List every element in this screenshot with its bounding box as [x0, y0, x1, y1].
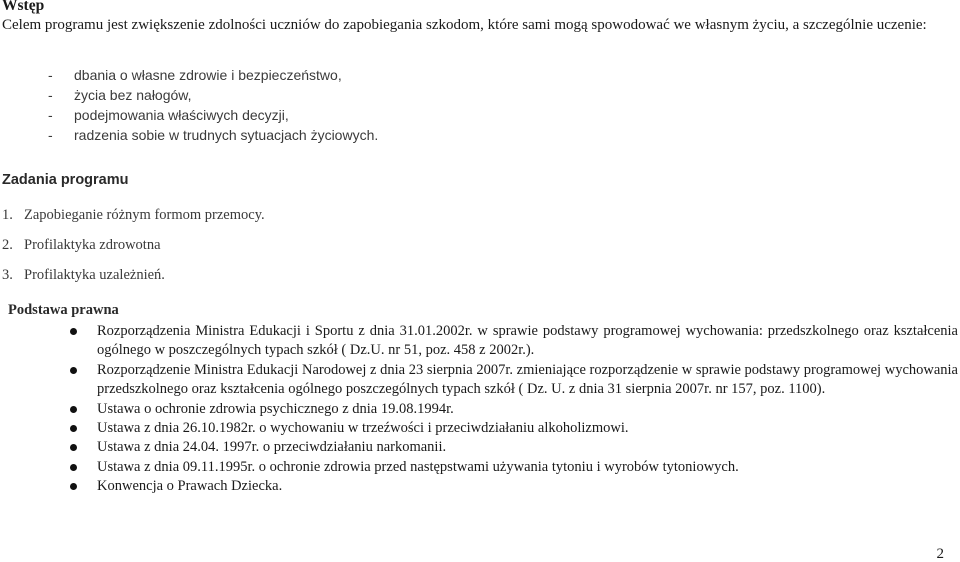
list-item: Ustawa z dnia 24.04. 1997r. o przeciwdziałaniu narkomanii.: [70, 438, 958, 457]
item-number: 2.: [2, 237, 13, 253]
dash-marker: -: [48, 87, 53, 103]
bullet-icon: [70, 483, 77, 490]
bullet-icon: [70, 328, 77, 335]
bullet-icon: [70, 444, 77, 451]
dash-marker: -: [48, 127, 53, 143]
list-item: Ustawa z dnia 09.11.1995r. o ochronie zdrowia przed następstwami używania tytoniu i wyrobów tytoniowych.: [70, 458, 958, 477]
section-heading-tasks: Zadania programu: [2, 172, 129, 188]
list-item: Ustawa o ochronie zdrowia psychicznego z dnia 19.08.1994r.: [70, 400, 958, 419]
item-text: Profilaktyka uzależnień.: [24, 267, 165, 283]
bullet-icon: [70, 406, 77, 413]
item-text: Zapobieganie różnym formom przemocy.: [24, 207, 265, 223]
dash-marker: -: [48, 67, 53, 83]
item-number: 3.: [2, 267, 13, 283]
list-item: - życia bez nałogów,: [48, 87, 192, 103]
list-item: [2, 200, 265, 230]
item-text: Profilaktyka zdrowotna: [24, 237, 161, 253]
list-item: - radzenia sobie w trudnych sytuacjach życiowych.: [48, 127, 379, 143]
bullet-icon: [70, 425, 77, 432]
list-item: [2, 230, 265, 260]
legal-basis-list: [70, 322, 958, 497]
tasks-list: [2, 200, 265, 290]
goals-list: [48, 65, 379, 145]
section-heading-intro: Wstęp: [2, 0, 45, 14]
list-item: [2, 260, 265, 290]
list-item: - dbania o własne zdrowie i bezpieczeństwo,: [48, 67, 342, 83]
bullet-icon: [70, 367, 77, 374]
section-heading-legal-basis: Podstawa prawna: [8, 302, 119, 318]
list-item: Rozporządzenia Ministra Edukacji i Sportu z dnia 31.01.2002r. w sprawie podstawy programowej wychowania: przedszkolnego oraz kształcenia ogólnego w poszczególnych typach szkół ( Dz.U. nr 51, poz. 458 z 2002r.).: [70, 322, 958, 361]
page-number: 2: [936, 546, 944, 562]
list-item: Rozporządzenie Ministra Edukacji Narodowej z dnia 23 sierpnia 2007r. zmieniające rozporządzenie w sprawie podstawy programowej wychowania przedszkolnego oraz kształcenia ogólnego poszczególnych typach szkół ( Dz. U. z dnia 31 sierpnia 2007r. nr 157, poz. 1100).: [70, 361, 958, 400]
list-item: - podejmowania właściwych decyzji,: [48, 107, 289, 123]
dash-marker: -: [48, 107, 53, 123]
list-item: Ustawa z dnia 26.10.1982r. o wychowaniu w trzeźwości i przeciwdziałaniu alkoholizmowi.: [70, 419, 958, 438]
list-item: Konwencja o Prawach Dziecka.: [70, 477, 958, 496]
item-number: 1.: [2, 207, 13, 223]
bullet-icon: [70, 464, 77, 471]
intro-paragraph: Celem programu jest zwiększenie zdolności uczniów do zapobiegania szkodom, które sami mogą spowodować we własnym życiu, a szczególnie uczenie:: [2, 17, 927, 33]
